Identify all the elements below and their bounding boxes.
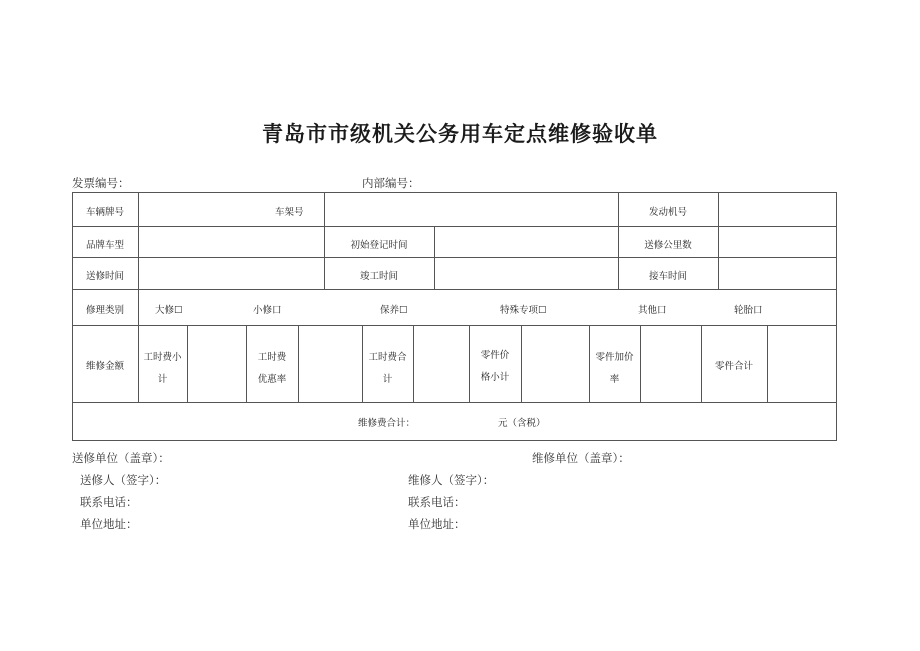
labor-discount-label-line1: 工时费 (257, 352, 287, 363)
invoice-number-label: 发票编号： (72, 176, 130, 190)
sender-address-label: 单位地址： (80, 517, 138, 531)
total-fee-label: 维修费合计： (358, 418, 416, 429)
option-other[interactable]: 其他口 (638, 305, 667, 316)
plate-number-label: 车辆牌号 (85, 207, 124, 218)
option-minor-repair[interactable]: 小修口 (253, 305, 282, 316)
labor-subtotal-label-line2: 计 (157, 374, 168, 385)
completion-time-label: 竣工时间 (359, 271, 398, 282)
sender-person-label: 送修人（签字）： (80, 473, 167, 487)
send-time-label: 送修时间 (85, 271, 124, 282)
sender-unit-label: 送修单位（盖章）： (72, 451, 170, 465)
parts-total-label: 零件合计 (714, 361, 753, 372)
repair-type-label: 修理类别 (85, 305, 124, 316)
option-special-project[interactable]: 特殊专项☐ (500, 305, 547, 316)
labor-subtotal-label-line1: 工时费小 (143, 352, 182, 363)
parts-markup-label-line2: 率 (609, 374, 620, 385)
option-tire[interactable]: 轮胎口 (734, 305, 763, 316)
labor-discount-label-line2: 优惠率 (257, 374, 287, 385)
option-major-repair[interactable]: 大修☐ (155, 305, 183, 316)
pickup-time-label: 接车时间 (648, 271, 687, 282)
brand-model-label: 品牌车型 (85, 240, 124, 251)
page-title: 青岛市市级机关公务用车定点维修验收单 (262, 122, 658, 146)
parts-subtotal-label-line1: 零件价 (480, 350, 510, 361)
labor-total-label-line2: 计 (382, 374, 393, 385)
engine-number-label: 发动机号 (648, 207, 687, 218)
repair-person-label: 维修人（签字）： (408, 473, 495, 487)
repair-phone-label: 联系电话： (408, 495, 466, 509)
repair-address-label: 单位地址： (408, 517, 466, 531)
first-registration-label: 初始登记时间 (350, 240, 408, 251)
mileage-label: 送修公里数 (644, 240, 692, 251)
internal-number-label: 内部编号： (362, 176, 420, 190)
repair-amount-label: 维修金额 (85, 361, 124, 372)
labor-total-label-line1: 工时费合 (368, 352, 407, 363)
total-fee-unit: 元（含税） (498, 418, 546, 429)
option-maintenance[interactable]: 保养☐ (380, 305, 408, 316)
parts-markup-label-line1: 零件加价 (595, 352, 634, 363)
repair-unit-label: 维修单位（盖章）： (532, 451, 630, 465)
parts-subtotal-label-line2: 格小计 (480, 372, 510, 383)
frame-number-label: 车架号 (275, 207, 304, 218)
sender-phone-label: 联系电话： (80, 495, 138, 509)
